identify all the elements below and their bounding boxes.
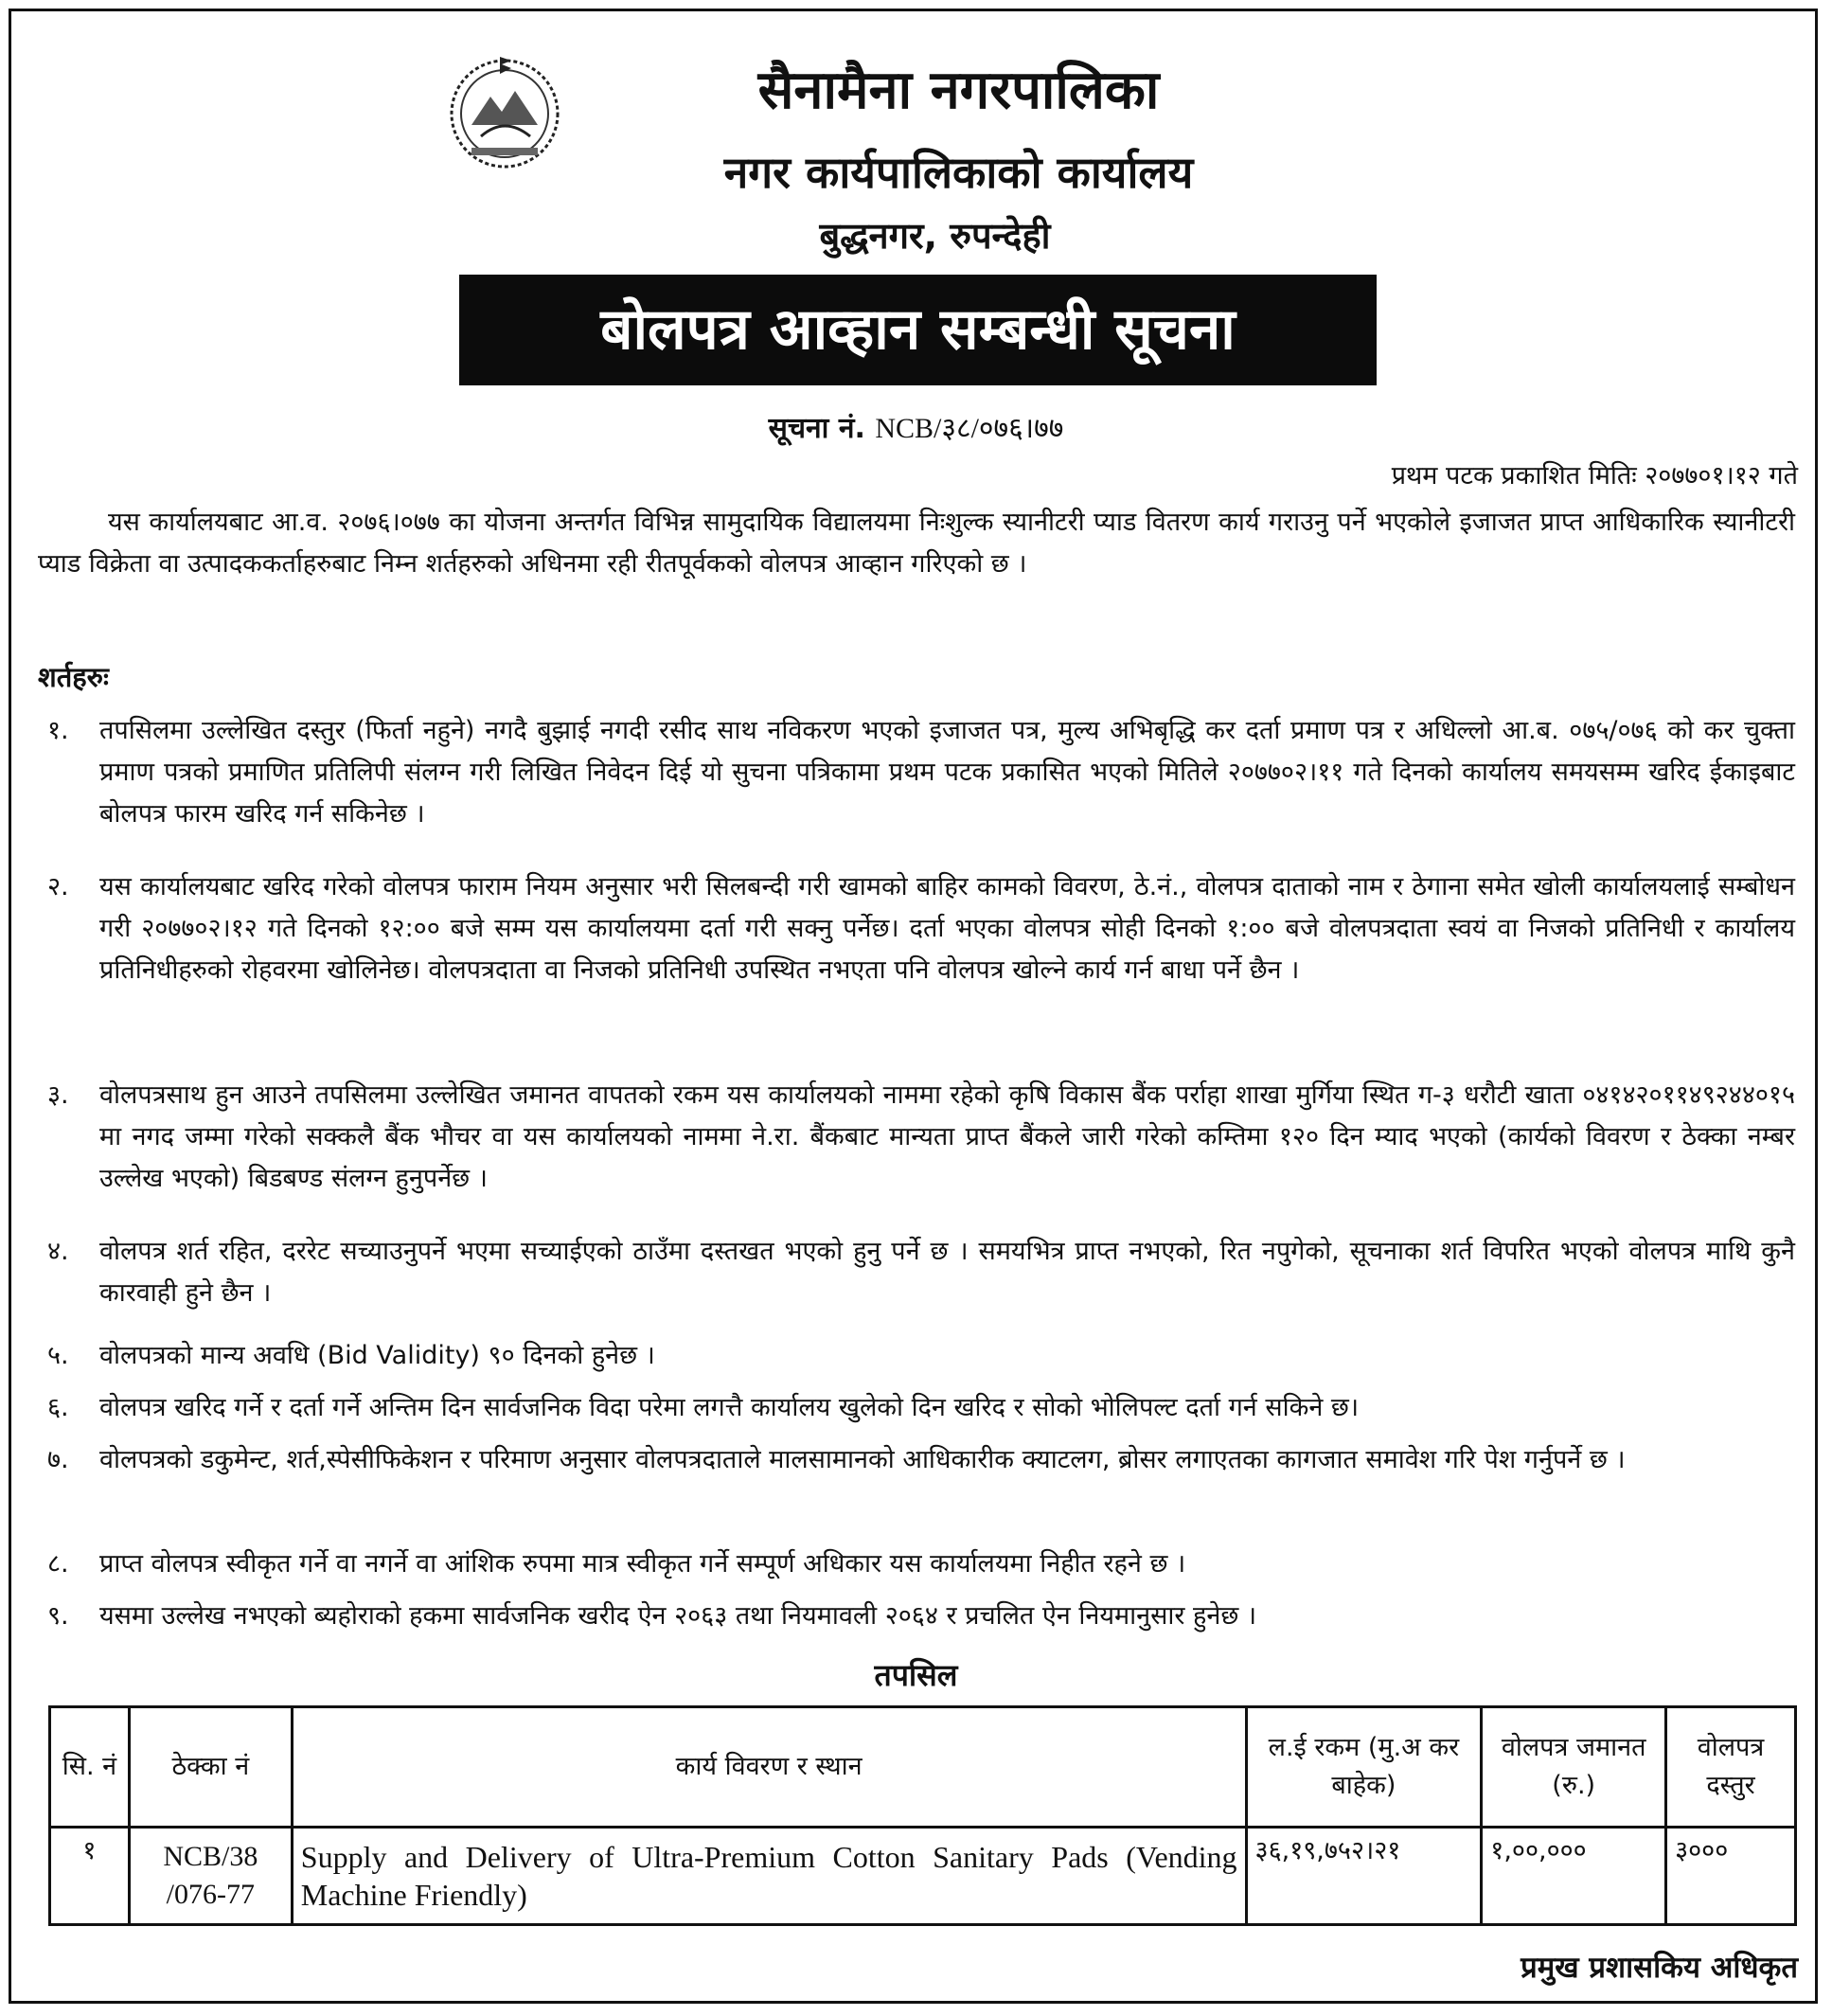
condition-number: ४. (47, 1237, 69, 1266)
column-header: वोलपत्र दस्तुर (1666, 1707, 1796, 1828)
condition-item (38, 1075, 1795, 1200)
condition-text: यसमा उल्लेख नभएको ब्यहोराको हकमा सार्वजनिक खरीद ऐन २०६३ तथा नियमावली २०६४ र प्रचलित ऐन नियमानुसार हुनेछ । (99, 1601, 1257, 1631)
reference-code: NCB/३८/०७६।७७ (875, 413, 1064, 444)
condition-number: ५. (47, 1341, 69, 1370)
condition-text: यस कार्यालयबाट खरिद गरेको वोलपत्र फाराम नियम अनुसार भरी सिलबन्दी गरी खामको बाहिर कामको विवरण, ठे.नं., वोलपत्र दाताको नाम र ठेगाना समेत खोली कार्यालयलाई सम्बोधन गरी २०७७०२।१२ गते दिनको १२:०० बजे सम्म यस कार्यालयमा दर्ता गरी सक्नु पर्नेछ। दर्ता भएका वोलपत्र सोही दिनको १:०० बजे वोलपत्रदाता स्वयं वा निजको प्रतिनिधी र कार्यालय प्रतिनिधीहरुको रोहवरमा खोलिनेछ। वोलपत्रदाता वा निजको प्रतिनिधी उपस्थित नभएता पनि वोलपत्र खोल्ने कार्य गर्न बाधा पर्ने छैन । (99, 872, 1795, 985)
column-header: कार्य विवरण र स्थान (292, 1707, 1246, 1828)
conditions-heading: शर्तहरुः (38, 661, 109, 693)
condition-text: वोलपत्र खरिद गर्ने र दर्ता गर्ने अन्तिम दिन सार्वजनिक विदा परेमा लगत्तै कार्यालय खुलेको दिन खरिद र सोको भोलिपल्ट दर्ता गर्न सकिने छ। (99, 1393, 1360, 1422)
condition-number: ३. (47, 1080, 69, 1110)
column-header: ठेक्का नं (129, 1707, 292, 1828)
condition-text: वोलपत्रको मान्य अवधि (Bid Validity) ९० दिनको हुनेछ । (99, 1341, 655, 1370)
condition-number: ६. (47, 1393, 69, 1422)
condition-item (38, 866, 1795, 991)
condition-text: वोलपत्रसाथ हुन आउने तपसिलमा उल्लेखित जमानत वापतको रकम यस कार्यालयको नाममा रहेको कृषि विकास बैंक पर्राहा शाखा मुर्गिया स्थित ग-३ धरौटी खाता ०४१४२०११४९२४४०१५ मा नगद जम्मा गरेको सक्कलै बैंक भौचर वा यस कार्यालयको नाममा ने.रा. बैंकबाट मान्यता प्राप्त बैंकले जारी गरेको कम्तिमा १२० दिन म्याद भएको (कार्यको विवरण र ठेक्का नम्बर उल्लेख भएको) बिडबण्ड संलग्न हुनुपर्नेछ । (99, 1080, 1795, 1193)
signature-title: प्रमुख प्रशासकिय अधिकृत (1521, 1951, 1798, 1985)
condition-number: ७. (47, 1445, 69, 1474)
table-cell: ३००० (1666, 1828, 1796, 1925)
column-header: वोलपत्र जमानत (रु.) (1482, 1707, 1666, 1828)
condition-item (38, 710, 1795, 835)
office-name: नगर कार्यपालिकाको कार्यालय (723, 147, 1194, 198)
table-cell: Supply and Delivery of Ultra-Premium Cotton Sanitary Pads (Vending Machine Friendly) (292, 1828, 1246, 1925)
column-header: ल.ई रकम (मु.अ कर बाहेक) (1246, 1707, 1482, 1828)
condition-number: ८. (47, 1549, 69, 1579)
condition-text: प्राप्त वोलपत्र स्वीकृत गर्ने वा नगर्ने वा आंशिक रुपमा मात्र स्वीकृत गर्ने सम्पूर्ण अधिकार यस कार्यालयमा निहीत रहने छ । (99, 1549, 1186, 1579)
office-location: बुद्धनगर, रुपन्देही (819, 215, 1051, 257)
condition-number: १. (47, 716, 69, 745)
notice-title: बोलपत्र आव्हान सम्बन्धी सूचना (459, 275, 1377, 385)
column-header: सि. नं (50, 1707, 130, 1828)
table-cell: १ (50, 1828, 130, 1925)
condition-number: ९. (47, 1601, 69, 1631)
schedule-title: तपसिल (874, 1657, 958, 1693)
schedule-table (48, 1705, 1797, 1926)
condition-item (38, 1231, 1795, 1314)
condition-item (38, 1439, 1795, 1481)
condition-item (38, 1387, 1795, 1429)
municipality-name: सैनामैना नगरपालिका (757, 60, 1160, 121)
condition-item (38, 1335, 1795, 1377)
notice-reference (0, 407, 1832, 446)
condition-text: तपसिलमा उल्लेखित दस्तुर (फिर्ता नहुने) नगदै बुझाई नगदी रसीद साथ नविकरण भएको इजाजत पत्र, मुल्य अभिबृद्धि कर दर्ता प्रमाण पत्र र अधिल्लो आ.ब. ०७५/०७६ को कर चुक्ता प्रमाण पत्रको प्रमाणित प्रतिलिपी संलग्न गरी लिखित निवेदन दिई यो सुचना पत्रिकामा प्रथम पटक प्रकासित भएको मितिले २०७७०२।११ गते दिनको कार्यालय समयसम्म खरिद ईकाइबाट बोलपत्र फारम खरिद गर्न सकिनेछ । (99, 716, 1795, 829)
table-cell: NCB/38 /076-77 (129, 1828, 292, 1925)
table-cell: १,००,००० (1482, 1828, 1666, 1925)
intro-paragraph: यस कार्यालयबाट आ.व. २०७६।०७७ का योजना अन्तर्गत विभिन्न सामुदायिक विद्यालयमा निःशुल्क स्यानीटरी प्याड वितरण कार्य गराउनु पर्ने भएकोले इजाजत प्राप्त आधिकारिक स्यानीटरी प्याड विक्रेता वा उत्पादककर्ताहरुबाट निम्न शर्तहरुको अधिनमा रही रीतपूर्वकको वोलपत्र आव्हान गरिएको छ । (38, 508, 1795, 579)
condition-item (38, 1543, 1795, 1585)
condition-text: वोलपत्रको डकुमेन्ट, शर्त,स्पेसीफिकेशन र परिमाण अनुसार वोलपत्रदाताले मालसामानको आधिकारीक क्याटलग, ब्रोसर लगाएतका कागजात समावेश गरि पेश गर्नुपर्ने छ । (99, 1445, 1626, 1474)
table-header-row (50, 1707, 1796, 1828)
condition-item (38, 1596, 1795, 1637)
condition-number: २. (47, 872, 69, 901)
table-row (50, 1828, 1796, 1925)
table-cell: ३६,१९,७५२।२१ (1246, 1828, 1482, 1925)
condition-text: वोलपत्र शर्त रहित, दररेट सच्याउनुपर्ने भएमा सच्याईएको ठाउँमा दस्तखत भएको हुनु पर्ने छ । समयभित्र प्राप्त नभएको, रित नपुगेको, सूचनाका शर्त विपरित भएको वोलपत्र माथि कुनै कारवाही हुने छैन । (99, 1237, 1795, 1308)
publish-date: प्रथम पटक प्रकाशित मितिः २०७७०१।१२ गते (1391, 461, 1798, 491)
reference-label: सूचना नं. (768, 412, 865, 445)
